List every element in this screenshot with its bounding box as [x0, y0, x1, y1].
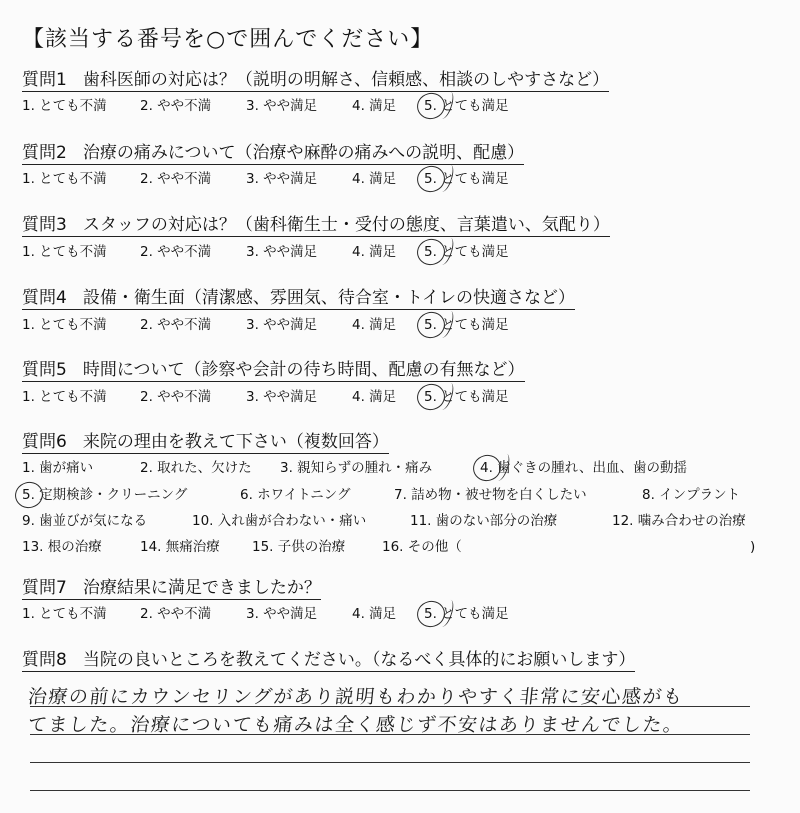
- question-number: 質問2: [22, 143, 67, 163]
- question-1-options: [22, 97, 722, 115]
- answer-rule: [30, 790, 750, 791]
- question-number: 質問7: [22, 578, 67, 598]
- option-2[interactable]: 2. やや不満: [140, 171, 212, 187]
- option-4[interactable]: 4. 満足: [352, 98, 397, 114]
- option-5-selected[interactable]: [424, 605, 509, 623]
- option-10[interactable]: 10. 入れ歯が合わない・痛い: [192, 513, 367, 529]
- option-16[interactable]: 16. その他（: [382, 539, 462, 555]
- question-7-title: [22, 578, 321, 600]
- question-number: 質問5: [22, 360, 67, 380]
- option-5-selected[interactable]: [424, 97, 509, 115]
- question-text: 設備・衛生面（清潔感、雰囲気、待合室・トイレの快適さなど）: [82, 288, 575, 308]
- question-number: 質問8: [22, 650, 67, 670]
- option-13[interactable]: 13. 根の治療: [22, 539, 102, 555]
- question-1-title: [22, 70, 609, 92]
- circle-mark-icon: [12, 479, 46, 511]
- other-close-paren: ): [750, 539, 756, 555]
- option-5-selected[interactable]: [424, 388, 509, 406]
- option-2[interactable]: 2. やや不満: [140, 244, 212, 260]
- option-5-selected[interactable]: [424, 170, 509, 188]
- option-3[interactable]: 3. やや満足: [246, 317, 318, 333]
- question-text: 治療結果に満足できましたか？: [82, 578, 321, 598]
- option-2[interactable]: 2. やや不満: [140, 317, 212, 333]
- question-6-options-row-1: [22, 459, 782, 477]
- option-3[interactable]: 3. やや満足: [246, 171, 318, 187]
- option-3[interactable]: 3. やや満足: [246, 98, 318, 114]
- option-4[interactable]: 4. 満足: [352, 244, 397, 260]
- question-4-title: [22, 288, 575, 310]
- option-1[interactable]: 1. 歯が痛い: [22, 460, 94, 476]
- option-2[interactable]: 2. 取れた、欠けた: [140, 460, 252, 476]
- page-heading: 【該当する番号を○で囲んでください】: [22, 27, 434, 52]
- option-12[interactable]: 12. 噛み合わせの治療: [612, 513, 746, 529]
- option-label: 5. とても満足: [424, 171, 509, 187]
- option-1[interactable]: 1. とても不満: [22, 389, 107, 405]
- question-text: 歯科医師の対応は？（説明の明解さ、信頼感、相談のしやすさなど）: [82, 70, 610, 90]
- question-3-title: [22, 215, 610, 237]
- question-text: 来院の理由を教えて下さい（複数回答）: [82, 432, 389, 452]
- option-label: 5. とても満足: [424, 98, 509, 114]
- question-2-options: [22, 170, 722, 188]
- option-3[interactable]: 3. やや満足: [246, 606, 318, 622]
- option-1[interactable]: 1. とても不満: [22, 244, 107, 260]
- question-7-options: [22, 605, 722, 623]
- option-1[interactable]: 1. とても不満: [22, 98, 107, 114]
- question-2-title: [22, 143, 524, 165]
- option-label: 5. とても満足: [424, 244, 509, 260]
- option-14[interactable]: 14. 無痛治療: [140, 539, 220, 555]
- question-3-options: [22, 243, 722, 261]
- answer-rule: [30, 706, 750, 707]
- option-4[interactable]: 4. 満足: [352, 171, 397, 187]
- option-5-selected[interactable]: [22, 486, 187, 504]
- option-4-selected[interactable]: [480, 459, 687, 477]
- question-text: スタッフの対応は？（歯科衛生士・受付の態度、言葉遣い、気配り）: [82, 215, 610, 235]
- option-11[interactable]: 11. 歯のない部分の治療: [410, 513, 558, 529]
- option-2[interactable]: 2. やや不満: [140, 98, 212, 114]
- question-6-options-row-4: [22, 538, 782, 556]
- option-6[interactable]: 6. ホワイトニング: [240, 487, 351, 503]
- question-number: 質問1: [22, 70, 67, 90]
- option-3[interactable]: 3. 親知らずの腫れ・痛み: [280, 460, 433, 476]
- option-2[interactable]: 2. やや不満: [140, 389, 212, 405]
- option-label: 4. 歯ぐきの腫れ、出血、歯の動揺: [480, 460, 687, 476]
- question-6-title: [22, 432, 389, 454]
- option-9[interactable]: 9. 歯並びが気になる: [22, 513, 148, 529]
- option-3[interactable]: 3. やや満足: [246, 244, 318, 260]
- option-3[interactable]: 3. やや満足: [246, 389, 318, 405]
- option-15[interactable]: 15. 子供の治療: [252, 539, 346, 555]
- option-4[interactable]: 4. 満足: [352, 389, 397, 405]
- question-text: 当院の良いところを教えてください。（なるべく具体的にお願いします）: [82, 650, 636, 670]
- option-7[interactable]: 7. 詰め物・被せ物を白くしたい: [394, 487, 587, 503]
- option-8[interactable]: 8. インプラント: [642, 487, 741, 503]
- question-6-options-row-2: [22, 486, 782, 504]
- question-number: 質問3: [22, 215, 67, 235]
- option-4[interactable]: 4. 満足: [352, 606, 397, 622]
- option-label: 5. とても満足: [424, 389, 509, 405]
- option-1[interactable]: 1. とても不満: [22, 317, 107, 333]
- option-2[interactable]: 2. やや不満: [140, 606, 212, 622]
- option-label: 5. 定期検診・クリーニング: [22, 487, 188, 503]
- option-5-selected[interactable]: [424, 316, 509, 334]
- answer-rule: [30, 762, 750, 763]
- handwritten-answer-line-1: 治療の前にカウンセリングがあり説明もわかりやすく非常に安心感がも: [26, 686, 685, 708]
- question-number: 質問4: [22, 288, 67, 308]
- option-5-selected[interactable]: [424, 243, 509, 261]
- option-1[interactable]: 1. とても不満: [22, 171, 107, 187]
- question-5-title: [22, 360, 525, 382]
- question-6-options-row-3: [22, 512, 782, 530]
- question-8-title: [22, 650, 635, 672]
- option-4[interactable]: 4. 満足: [352, 317, 397, 333]
- option-label: 5. とても満足: [424, 606, 509, 622]
- handwritten-answer-line-2: てました。治療についても痛みは全く感じず不安はありませんでした。: [26, 714, 685, 736]
- question-number: 質問6: [22, 432, 67, 452]
- question-text: 時間について（診察や会計の待ち時間、配慮の有無など）: [82, 360, 525, 380]
- option-label: 5. とても満足: [424, 317, 509, 333]
- question-5-options: [22, 388, 722, 406]
- question-4-options: [22, 316, 722, 334]
- answer-rule: [30, 734, 750, 735]
- question-text: 治療の痛みについて（治療や麻酔の痛みへの説明、配慮）: [82, 143, 525, 163]
- option-1[interactable]: 1. とても不満: [22, 606, 107, 622]
